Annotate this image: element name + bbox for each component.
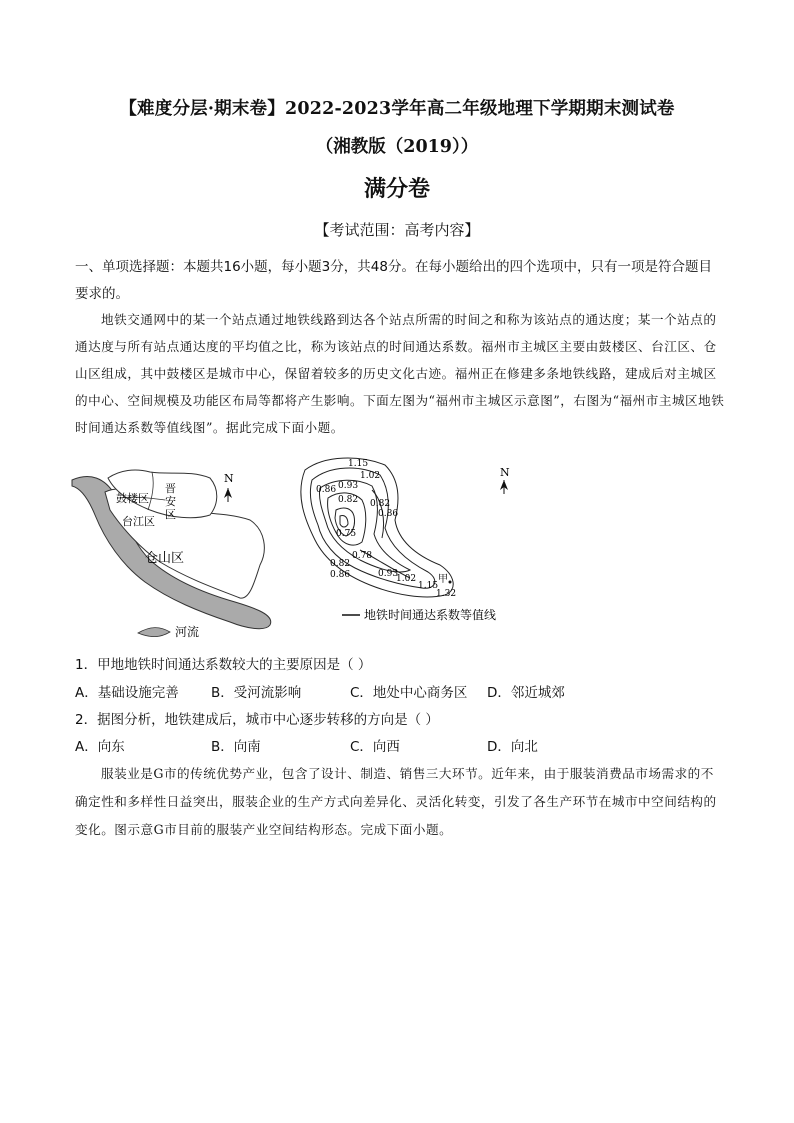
label-taijiang: 台江区 [122, 515, 155, 528]
isoline-value: 1.02 [360, 471, 381, 481]
question-1-option-b[interactable]: B．受河流影响 [211, 685, 302, 701]
isoline-value: 1.02 [396, 574, 417, 584]
point-jia-marker [449, 581, 452, 584]
passage-1: 地铁交通网中的某一个站点通过地铁线路到达各个站点所需的时间之和称为该站点的通达度；某一个站点的通达度与所有站点通达度的平均值之比，称为该站点的时间通达系数。福州市主城区主要由鼓楼区、台江区、仓山区组成，其中鼓楼区是城市中心，保留着较多的历史文化古迹。福州正在修建多条地铁线路，建成后对主城区的中心、空间规模及功能区布局等都将产生影响。下面左图为“福州市主城区示意图”，右图为“福州市主城区地铁时间通达系数等值线图”。据此完成下面小题。 [75, 312, 725, 435]
label-jinan-3: 区 [165, 508, 176, 521]
isoline-value: 0.86 [316, 485, 337, 495]
isoline-value: 0.93 [338, 481, 359, 491]
isoline-value: 0.82 [338, 495, 359, 505]
label-jinan-1: 晋 [165, 482, 176, 495]
north-label: N [500, 466, 510, 479]
passage-2: 服装业是G市的传统优势产业，包含了设计、制造、销售三大环节。近年来，由于服装消费品市场需求的不确定性和多样性日益突出，服装企业的生产方式向差异化、灵活化转变，引发了各生产环节在城市中空间结构的变化。图示意G市目前的服装产业空间结构形态。完成下面小题。 [75, 766, 717, 837]
isoline-value: 0.82 [370, 499, 391, 509]
north-arrow-icon [224, 488, 232, 502]
exam-title: 【难度分层·期末卷】2022-2023学年高二年级地理下学期期末测试卷 [119, 99, 675, 119]
isoline-value: 0.78 [352, 551, 373, 561]
map-figure [60, 450, 510, 650]
isoline-legend-label: 地铁时间通达系数等值线 [364, 608, 497, 622]
label-cangshan: 仓山区 [145, 551, 185, 566]
section-instruction: 一、单项选择题：本题共16小题，每小题3分，共48分。在每小题给出的四个选项中，只有一项是符合题目要求的。 [75, 259, 712, 302]
district-map [72, 470, 271, 639]
exam-level: 满分卷 [363, 177, 430, 202]
isoline-value: 0.93 [378, 569, 399, 579]
question-2-option-c[interactable]: C．向西 [350, 739, 400, 755]
question-2-option-b[interactable]: B．向南 [211, 739, 261, 755]
exam-edition: （湘教版（2019）） [315, 137, 479, 157]
isoline-value: 0.86 [330, 570, 351, 580]
question-1-option-c[interactable]: C．地处中心商务区 [350, 685, 468, 701]
isoline-map [301, 458, 510, 622]
question-2-option-a[interactable]: A．向东 [75, 739, 125, 755]
isoline-value: 0.75 [336, 529, 357, 539]
isoline-value: 1.15 [418, 581, 439, 591]
isoline-value: 1.32 [436, 589, 457, 599]
label-jinan-2: 安 [165, 495, 176, 508]
isoline [340, 515, 348, 527]
north-arrow-icon [500, 480, 508, 494]
question-2-stem: 2．据图分析，地铁建成后，城市中心逐步转移的方向是（ ） [75, 712, 439, 728]
question-1-option-a[interactable]: A．基础设施完善 [75, 685, 179, 701]
isoline-value: 0.82 [330, 559, 351, 569]
question-1-stem: 1．甲地地铁时间通达系数较大的主要原因是（ ） [75, 657, 372, 673]
question-2-option-d[interactable]: D．向北 [487, 739, 538, 755]
north-label: N [224, 472, 234, 485]
isoline-value: 1.15 [348, 459, 369, 469]
question-1-option-d[interactable]: D．邻近城郊 [487, 685, 565, 701]
label-gulou: 鼓楼区 [116, 492, 149, 505]
river-legend-swatch [138, 628, 170, 637]
isoline-value: 0.86 [378, 509, 399, 519]
exam-range: 【考试范围：高考内容】 [314, 221, 480, 239]
point-jia-label: 甲 [438, 574, 448, 585]
river-legend-label: 河流 [175, 625, 200, 639]
